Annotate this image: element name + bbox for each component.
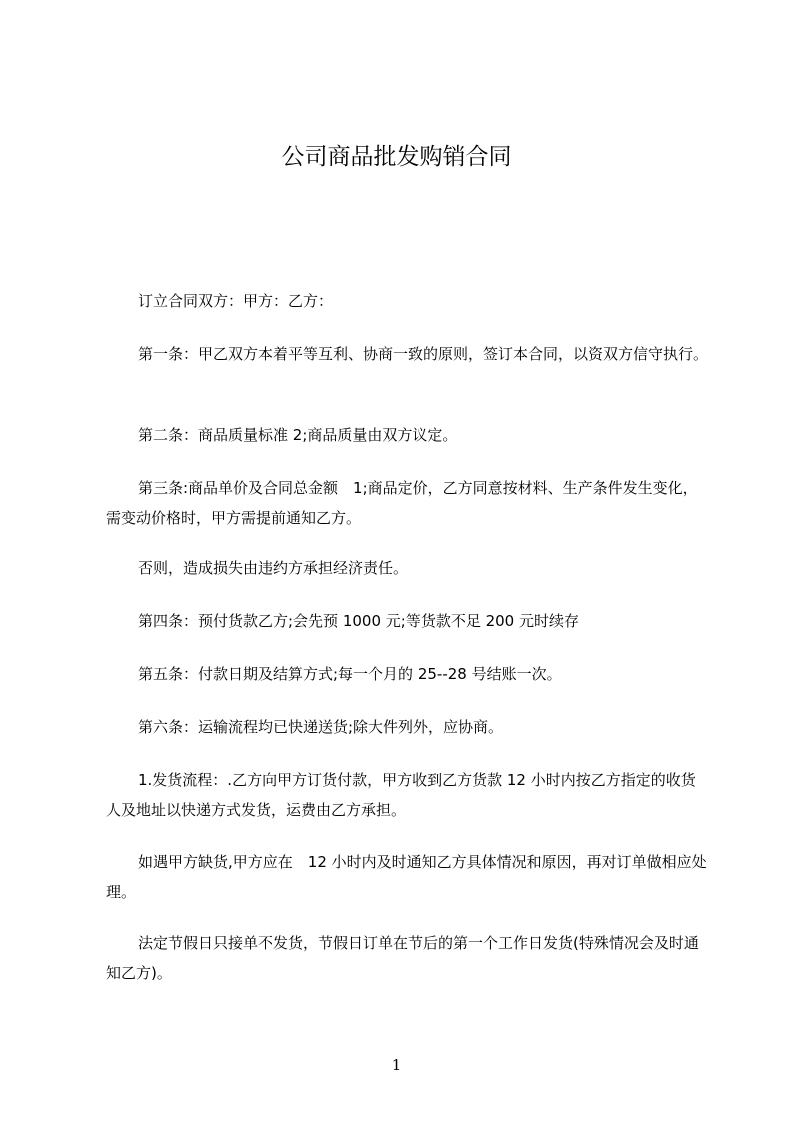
- paragraph-article-4: 第四条：预付货款乙方;会先预 1000 元;等货款不足 200 元时续存: [138, 612, 579, 630]
- paragraph-out-of-stock: 如遇甲方缺货,甲方应在 12 小时内及时通知乙方具体情况和原因，再对订单做相应处理。: [106, 853, 707, 901]
- document-title: 公司商品批发购销合同: [281, 144, 512, 170]
- paragraph-parties: 订立合同双方：甲方：乙方：: [138, 292, 334, 310]
- paragraph-article-5: 第五条：付款日期及结算方式;每一个月的 25--28 号结账一次。: [138, 665, 562, 683]
- paragraph-article-2: 第二条：商品质量标准 2;商品质量由双方议定。: [138, 426, 458, 444]
- paragraph-article-3: 第三条:商品单价及合同总金额 1;商品定价，乙方同意按材料、生产条件发生变化，需变动价格时，甲方需提前通知乙方。: [106, 479, 698, 527]
- paragraph-article-6: 第六条：运输流程均已快递送货;除大件列外，应协商。: [138, 718, 504, 736]
- paragraph-article-1: 第一条：甲乙双方本着平等互利、协商一致的原则，签订本合同，以资双方信守执行。: [138, 345, 709, 363]
- page-number: 1: [391, 1056, 402, 1074]
- paragraph-liability: 否则，造成损失由违约方承担经济责任。: [138, 559, 409, 577]
- paragraph-shipping-process: 1.发货流程：.乙方向甲方订货付款，甲方收到乙方货款 12 小时内按乙方指定的收货人及地址以快递方式发货，运费由乙方承担。: [106, 771, 696, 819]
- paragraph-holidays: 法定节假日只接单不发货，节假日订单在节后的第一个工作日发货(特殊情况会及时通知乙方)。: [106, 934, 699, 982]
